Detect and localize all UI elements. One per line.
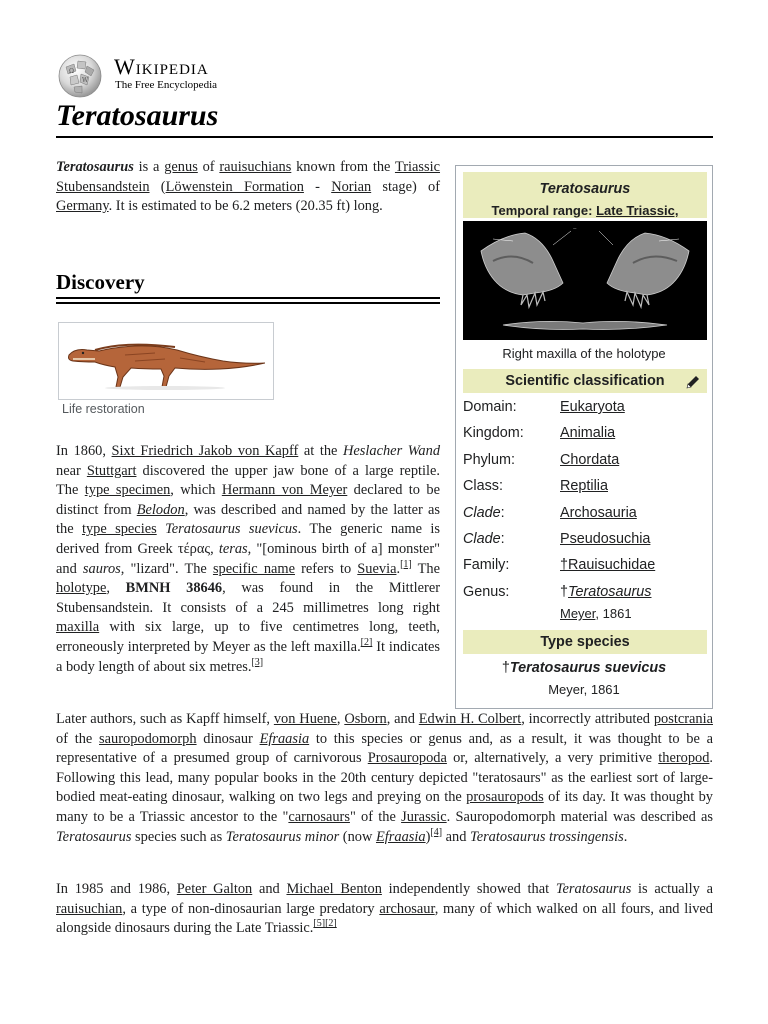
link-hermann-von-meyer[interactable]: Hermann von Meyer	[221, 482, 348, 499]
text: , incorrectly attributed	[521, 711, 654, 727]
wikipedia-globe-logo[interactable]	[56, 53, 104, 99]
type-species-authority: Meyer, 1861	[548, 682, 620, 697]
link-suevia[interactable]: Suevia	[357, 560, 397, 577]
text: , which	[170, 482, 222, 499]
reference-link[interactable]: [5]	[313, 918, 326, 930]
text: , a type of non-dinosaurian large predatory	[122, 900, 380, 917]
colon: :	[500, 531, 505, 547]
text	[157, 521, 165, 537]
classification-heading: Scientific classification	[505, 373, 665, 389]
link-lowenstein-formation[interactable]: Löwenstein Formation	[165, 178, 304, 195]
rank-label: Genus:	[463, 584, 510, 600]
pencil-edit-icon[interactable]	[685, 374, 701, 390]
text: . Following this lead, many popular books in the 20th century depicted "teratosaurs" as the earliest sort of large-bodied meat-eating dinosaur, walking on two legs and preying on the	[56, 750, 714, 806]
text: declared to be distinct from	[56, 482, 440, 518]
text: In 1985 and 1986,	[56, 881, 177, 897]
wikipedia-wordmark[interactable]: Wikipedia	[114, 54, 209, 79]
link-rauisuchidae[interactable]: †Rauisuchidae	[560, 557, 656, 573]
link-carnosaurs[interactable]: carnosaurs	[288, 808, 350, 825]
article-subject: Teratosaurus	[56, 159, 134, 175]
link-chordata[interactable]: Chordata	[560, 452, 620, 468]
text: (	[149, 178, 166, 195]
text: , was described and named by the latter as the	[56, 501, 440, 538]
genus-value	[560, 583, 651, 601]
link-late-triassic[interactable]: Late Triassic,	[596, 203, 679, 218]
temporal-range-label: Temporal range:	[491, 203, 597, 218]
link-maxilla[interactable]: maxilla	[56, 619, 100, 636]
text: , was found in the Mittlerer Stubensandstein. It consists of a 245 millimetres long right	[56, 580, 441, 616]
link-stubensandstein[interactable]: Stubensandstein	[56, 178, 150, 195]
genus-authority	[560, 606, 632, 622]
link-triassic[interactable]: Triassic	[394, 159, 441, 175]
reference-link[interactable]: [1]	[400, 558, 412, 570]
link-eukaryota[interactable]: Eukaryota	[560, 399, 625, 415]
wikipedia-tagline: The Free Encyclopedia	[115, 79, 218, 91]
link-prosauropods[interactable]: prosauropods	[466, 789, 544, 806]
discovery-paragraph-2	[56, 710, 713, 847]
text: The	[411, 560, 440, 577]
text: , "[ominous birth of a] monster" and	[56, 540, 440, 577]
text: is actually a	[631, 881, 713, 897]
link-stuttgart[interactable]: Stuttgart	[86, 462, 137, 479]
link-theropod[interactable]: theropod	[658, 750, 710, 767]
link-sauropodomorph[interactable]: sauropodomorph	[99, 730, 197, 747]
link-efraasia[interactable]: Efraasia	[375, 828, 426, 845]
heading-divider	[56, 297, 440, 299]
link-germany[interactable]: Germany	[56, 198, 109, 215]
text: is a	[133, 159, 165, 175]
link-meyer[interactable]: Meyer	[560, 606, 596, 621]
intro-paragraph	[56, 158, 440, 217]
heading-divider	[56, 302, 440, 304]
link-genus[interactable]: genus	[164, 159, 198, 175]
text: Later authors, such as Kapff himself,	[56, 711, 274, 727]
link-michael-benton[interactable]: Michael Benton	[286, 881, 382, 897]
text: , "lizard". The	[120, 560, 213, 577]
text: discovered the upper jaw bone of a large reptile. The	[56, 462, 440, 499]
rank-label: Kingdom:	[463, 425, 524, 441]
type-species-name	[456, 659, 712, 677]
clade-label: Clade	[463, 531, 501, 547]
rank-label	[463, 504, 505, 522]
text: of	[197, 159, 220, 175]
taxobox	[455, 165, 713, 709]
type-species-header	[463, 630, 707, 654]
text: . The generic name is derived from Greek	[56, 521, 440, 557]
extinct-dagger: †	[501, 660, 510, 676]
holotype-maxilla-image[interactable]	[463, 221, 707, 340]
text: " of the	[349, 808, 402, 825]
link-prosauropoda[interactable]: Prosauropoda	[367, 750, 447, 767]
rank-label: Phylum:	[463, 452, 515, 468]
text: to this species or genus and, as a result, it was thought to be a representative of a presumed group of carnivorous	[56, 730, 713, 767]
text: and	[442, 828, 471, 845]
text: Teratosaurus trossingensis	[470, 828, 624, 845]
text: and	[252, 881, 287, 897]
svg-text:W: W	[82, 77, 89, 84]
rank-label: Domain:	[463, 399, 517, 415]
link-archosaur[interactable]: archosaur	[379, 900, 435, 917]
temporal-range	[463, 203, 707, 219]
link-kapff[interactable]: Sixt Friedrich Jakob von Kapff	[111, 443, 299, 459]
text: with six large, up to five centimetres long, teeth, erroneously interpreted by Meyer as the left maxilla.	[56, 619, 440, 655]
rank-label: Family:	[463, 557, 510, 573]
page-title: Teratosaurus	[56, 99, 219, 132]
text: . It is estimated to be 6.2 meters (20.35 ft) long.	[108, 198, 383, 215]
text: teras	[218, 540, 248, 557]
text: species such as	[131, 828, 226, 845]
link-rauisuchian[interactable]: rauisuchian	[56, 900, 123, 917]
text: . Sauropodomorph material was described as	[446, 808, 713, 825]
taxobox-title: Teratosaurus	[539, 181, 631, 197]
figure-caption: Life restoration	[62, 402, 145, 416]
text: , and	[386, 711, 419, 727]
link-norian[interactable]: Norian	[331, 178, 372, 195]
text: (now	[339, 828, 376, 845]
link-type-species[interactable]: type species	[81, 521, 157, 538]
link-von-huene[interactable]: von Huene	[273, 711, 337, 727]
text: dinosaur	[196, 730, 260, 747]
link-peter-galton[interactable]: Peter Galton	[176, 881, 253, 897]
text: .	[623, 828, 628, 845]
extinct-dagger: †	[560, 584, 569, 600]
text: refers to	[294, 560, 358, 577]
teratosaurus-illustration	[65, 331, 265, 393]
link-postcrania[interactable]: postcrania	[653, 711, 713, 727]
link-reptilia[interactable]: Reptilia	[560, 478, 608, 494]
colon: :	[500, 505, 505, 521]
link-jurassic[interactable]: Jurassic	[401, 808, 447, 825]
link-rauisuchians[interactable]: rauisuchians	[219, 159, 292, 175]
link-specific-name[interactable]: specific name	[212, 560, 295, 577]
reference-link[interactable]: [4]	[430, 826, 443, 838]
life-restoration-image[interactable]	[58, 322, 274, 400]
link-animalia[interactable]: Animalia	[560, 425, 616, 441]
text: ,	[210, 540, 219, 557]
text: , 1861	[595, 606, 632, 621]
discovery-paragraph-1	[56, 442, 440, 677]
text: sauros	[82, 560, 121, 577]
text: stage) of	[371, 178, 440, 195]
classification-header	[463, 369, 707, 393]
text: It indicates a body length of about six metres.	[56, 638, 440, 675]
section-heading-discovery: Discovery	[56, 270, 145, 294]
text: Teratosaurus	[56, 828, 132, 845]
text: ,	[106, 580, 126, 597]
clade-label: Clade	[463, 505, 501, 521]
text: known from the	[291, 159, 395, 175]
text: independently showed that	[381, 881, 556, 897]
title-divider	[56, 136, 713, 138]
text: or, alternatively, a very primitive	[446, 750, 659, 767]
text: Teratosaurus minor	[225, 828, 340, 845]
reference-link[interactable]: [3]	[251, 656, 264, 668]
greek-word: τέρας	[177, 540, 211, 557]
reference-link[interactable]: [2]	[360, 637, 373, 649]
link-osborn[interactable]: Osborn	[344, 711, 387, 727]
rank-label	[463, 530, 505, 548]
text: near	[56, 462, 87, 479]
image-caption: Right maxilla of the holotype	[502, 346, 666, 361]
text: Teratosaurus	[555, 881, 632, 897]
text: at the	[298, 443, 344, 459]
taxobox-header	[463, 172, 707, 218]
svg-text:—: —	[573, 226, 577, 230]
text: -	[303, 178, 332, 195]
text: Heslacher Wand	[343, 443, 441, 459]
link-archosauria[interactable]: Archosauria	[560, 505, 637, 521]
link-type-specimen[interactable]: type specimen	[84, 482, 171, 499]
text: , many of which walked on all fours, and lived alongside dinosaurs during the Late Triassic.	[56, 900, 713, 937]
text: of its day. It was thought by many to be a Triassic ancestor to the "	[56, 789, 713, 825]
link-holotype[interactable]: holotype	[56, 580, 107, 597]
discovery-paragraph-3	[56, 880, 713, 939]
text: ,	[336, 711, 345, 727]
reference-link[interactable]: [2]	[325, 918, 337, 930]
text: .	[396, 560, 401, 577]
text: of the	[56, 730, 100, 747]
link-efraasia[interactable]: Efraasia	[259, 730, 310, 747]
link-edwin-colbert[interactable]: Edwin H. Colbert	[418, 711, 522, 727]
link-teratosaurus[interactable]: Teratosaurus	[568, 584, 652, 600]
type-species-binomial: Teratosaurus suevicus	[509, 660, 667, 676]
type-species-heading: Type species	[540, 634, 630, 650]
text: Teratosaurus suevicus	[165, 521, 298, 538]
svg-text:Ω: Ω	[69, 68, 74, 75]
text: In 1860,	[56, 443, 112, 459]
rank-label: Class:	[463, 478, 503, 494]
link-belodon[interactable]: Belodon	[136, 501, 185, 518]
specimen-id: BMNH 38646	[125, 580, 223, 597]
text: )	[425, 828, 431, 845]
link-pseudosuchia[interactable]: Pseudosuchia	[560, 531, 651, 547]
